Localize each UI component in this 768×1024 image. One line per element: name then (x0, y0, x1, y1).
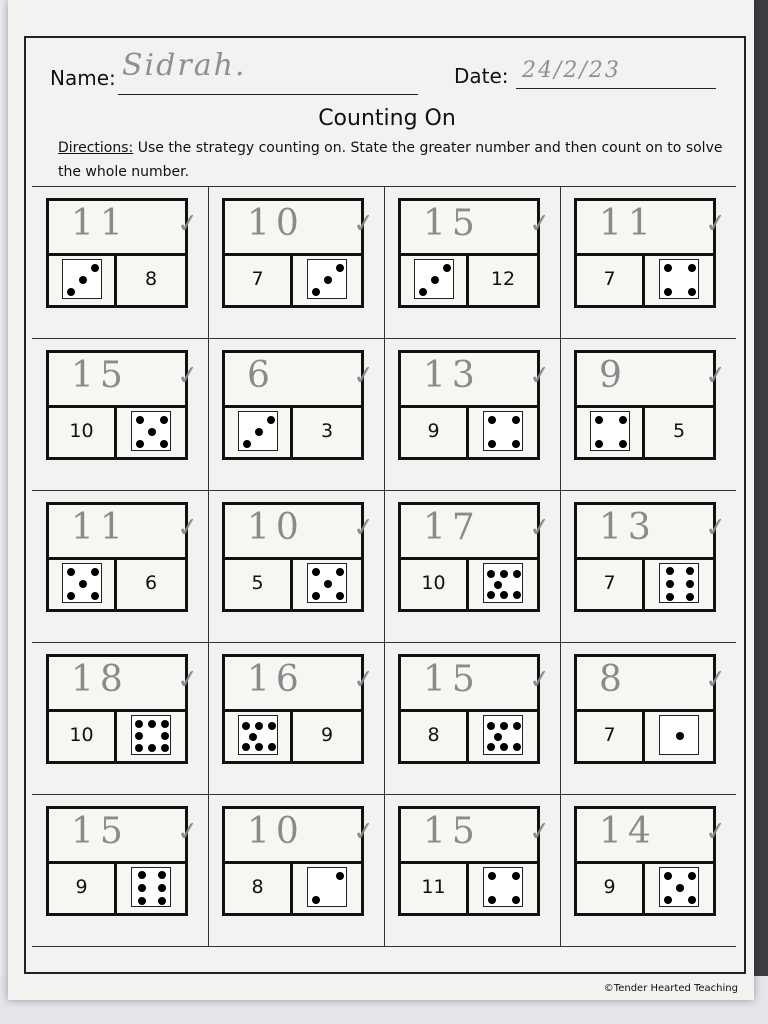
dice-icon (414, 259, 454, 299)
left-part (49, 405, 117, 457)
dice-pip (324, 276, 332, 284)
dice-pip (136, 440, 144, 448)
number-bond-card (398, 350, 553, 460)
grid-row-line (32, 946, 736, 947)
right-part (469, 405, 537, 457)
addend-number: 10 (69, 724, 94, 746)
number-bond-card (222, 350, 377, 460)
dice-pip (487, 591, 495, 599)
number-bond-card (574, 350, 729, 460)
addend-number: 9 (427, 420, 440, 442)
addend-number: 6 (144, 572, 158, 594)
handwritten-answer: 10 (247, 203, 305, 244)
addend-number: 7 (251, 268, 264, 290)
dice-icon (131, 715, 171, 755)
date-label: Date: (454, 64, 509, 88)
problem-cell (208, 338, 384, 490)
handwritten-answer: 6 (247, 355, 276, 396)
dice-pip (513, 722, 521, 730)
dice-pip (243, 440, 251, 448)
dice-pip (79, 580, 87, 588)
dice-pip (148, 428, 156, 436)
directions-text: Use the strategy counting on. State the greater number and then count on to solve the whole number. (58, 140, 723, 180)
check-mark-icon: ✓ (175, 663, 201, 697)
addend-number: 7 (603, 268, 616, 290)
left-part (225, 709, 293, 761)
right-part (645, 709, 713, 761)
handwritten-answer: 9 (599, 355, 628, 396)
right-part (645, 861, 713, 913)
number-bond-card (398, 806, 553, 916)
dice-icon (483, 867, 523, 907)
dice-pip (500, 591, 508, 599)
left-part (577, 405, 645, 457)
problem-cell (32, 794, 208, 946)
check-mark-icon: ✓ (527, 207, 553, 241)
handwritten-answer: 15 (423, 659, 481, 700)
handwritten-answer: 18 (71, 659, 129, 700)
problem-cell (560, 338, 736, 490)
dice-pip (249, 733, 257, 741)
answer-box[interactable] (401, 809, 553, 864)
check-mark-icon: ✓ (527, 815, 553, 849)
handwritten-answer: 13 (423, 355, 481, 396)
dice-pip (91, 592, 99, 600)
left-part (401, 861, 469, 913)
dice-pip (161, 720, 169, 728)
number-bond-card (46, 350, 201, 460)
problem-cell (560, 642, 736, 794)
name-label: Name: (50, 66, 116, 90)
left-part (225, 861, 293, 913)
left-part (49, 557, 117, 609)
problem-cell (32, 642, 208, 794)
dice-pip (676, 884, 684, 892)
dice-pip (595, 416, 603, 424)
dice-pip (513, 570, 521, 578)
addend-number: 9 (603, 876, 616, 898)
right-part (645, 253, 713, 305)
dice-icon (659, 563, 699, 603)
dice-icon (62, 563, 102, 603)
dice-pip (79, 276, 87, 284)
dice-pip (488, 440, 496, 448)
addend-number: 8 (427, 724, 440, 746)
number-bond-card (46, 198, 201, 308)
dice-pip (336, 264, 344, 272)
addend-number: 5 (672, 420, 686, 442)
handwritten-answer: 16 (247, 659, 305, 700)
check-mark-icon: ✓ (351, 207, 377, 241)
dice-pip (91, 264, 99, 272)
dice-pip (512, 896, 520, 904)
check-mark-icon: ✓ (703, 663, 729, 697)
check-mark-icon: ✓ (175, 815, 201, 849)
addend-number: 12 (490, 268, 516, 290)
handwritten-answer: 15 (71, 355, 129, 396)
dice-pip (91, 568, 99, 576)
dice-pip (312, 568, 320, 576)
number-bond-card (574, 654, 729, 764)
dice-pip (595, 440, 603, 448)
dice-pip (312, 288, 320, 296)
dice-pip (512, 440, 520, 448)
dice-pip (138, 871, 146, 879)
dice-pip (268, 722, 276, 730)
right-part (117, 253, 185, 305)
copyright-footer: ©Tender Hearted Teaching (603, 983, 738, 994)
answer-box[interactable] (49, 809, 201, 864)
dice-pip (664, 264, 672, 272)
dice-pip (688, 288, 696, 296)
dice-pip (688, 896, 696, 904)
directions (58, 136, 738, 184)
dice-pip (336, 568, 344, 576)
dice-icon (62, 259, 102, 299)
dice-pip (666, 593, 674, 601)
dice-pip (255, 722, 263, 730)
answer-box[interactable] (401, 505, 553, 560)
problem-cell (208, 642, 384, 794)
problem-cell (384, 642, 560, 794)
addend-number: 9 (75, 876, 88, 898)
answer-box[interactable] (577, 353, 729, 408)
right-part (117, 557, 185, 609)
left-part (577, 253, 645, 305)
check-mark-icon: ✓ (527, 511, 553, 545)
directions-label: Directions: (58, 140, 134, 156)
dice-icon (238, 715, 278, 755)
number-bond-card (574, 198, 729, 308)
name-line (118, 94, 418, 95)
dice-pip (488, 872, 496, 880)
left-part (49, 253, 117, 305)
problem-cell (384, 186, 560, 338)
dice-pip (160, 416, 168, 424)
check-mark-icon: ✓ (703, 815, 729, 849)
number-bond-card (222, 198, 377, 308)
dice-pip (67, 288, 75, 296)
number-bond-card (222, 502, 377, 612)
answer-box[interactable] (401, 353, 553, 408)
problem-cell (32, 490, 208, 642)
left-part (577, 861, 645, 913)
worksheet-title: Counting On (318, 106, 456, 131)
handwritten-answer: 15 (423, 811, 481, 852)
handwritten-answer: 14 (599, 811, 657, 852)
check-mark-icon: ✓ (175, 359, 201, 393)
check-mark-icon: ✓ (527, 359, 553, 393)
right-part (469, 253, 537, 305)
right-part (469, 557, 537, 609)
check-mark-icon: ✓ (175, 207, 201, 241)
dice-icon (131, 867, 171, 907)
addend-number: 8 (251, 876, 264, 898)
dice-pip (158, 871, 166, 879)
dice-pip (67, 568, 75, 576)
left-part (225, 405, 293, 457)
problem-cell (384, 490, 560, 642)
dice-pip (419, 288, 427, 296)
dice-pip (135, 720, 143, 728)
dice-pip (488, 416, 496, 424)
problem-cell (208, 490, 384, 642)
dice-pip (664, 896, 672, 904)
dice-pip (664, 872, 672, 880)
dice-pip (666, 567, 674, 575)
date-line (516, 88, 716, 89)
number-bond-card (398, 654, 553, 764)
addend-number: 7 (603, 724, 616, 746)
left-part (225, 557, 293, 609)
dice-icon (307, 259, 347, 299)
right-part (293, 405, 361, 457)
dice-pip (138, 884, 146, 892)
problem-cell (384, 338, 560, 490)
left-part (49, 861, 117, 913)
number-bond-card (222, 806, 377, 916)
check-mark-icon: ✓ (703, 359, 729, 393)
answer-box[interactable] (401, 201, 553, 256)
answer-box[interactable] (401, 657, 553, 712)
answer-box[interactable] (49, 505, 201, 560)
dice-pip (158, 897, 166, 905)
handwritten-answer: 15 (423, 203, 481, 244)
dice-icon (659, 715, 699, 755)
dice-pip (148, 744, 156, 752)
check-mark-icon: ✓ (351, 663, 377, 697)
dice-pip (688, 264, 696, 272)
handwritten-answer: 10 (247, 507, 305, 548)
dice-pip (500, 722, 508, 730)
right-part (117, 405, 185, 457)
dice-pip (67, 592, 75, 600)
dice-pip (512, 872, 520, 880)
addend-number: 10 (421, 572, 446, 594)
dice-pip (688, 872, 696, 880)
right-part (469, 861, 537, 913)
addend-number: 8 (144, 268, 158, 290)
check-mark-icon: ✓ (703, 207, 729, 241)
handwritten-answer: 11 (599, 203, 657, 244)
dice-pip (494, 733, 502, 741)
dice-pip (686, 580, 694, 588)
dice-icon (483, 563, 523, 603)
number-bond-card (46, 654, 201, 764)
answer-box[interactable] (225, 353, 377, 408)
number-bond-card (574, 806, 729, 916)
dice-pip (500, 743, 508, 751)
number-bond-card (46, 502, 201, 612)
addend-number: 5 (251, 572, 264, 594)
problem-cell (32, 186, 208, 338)
left-part (401, 253, 469, 305)
dice-pip (443, 264, 451, 272)
dice-pip (336, 872, 344, 880)
addend-number: 11 (421, 876, 446, 898)
handwritten-answer: 10 (247, 811, 305, 852)
dice-pip (135, 732, 143, 740)
check-mark-icon: ✓ (351, 359, 377, 393)
check-mark-icon: ✓ (527, 663, 553, 697)
dice-pip (324, 580, 332, 588)
answer-box[interactable] (225, 505, 377, 560)
dice-pip (676, 732, 684, 740)
problem-cell (560, 490, 736, 642)
dice-icon (483, 411, 523, 451)
check-mark-icon: ✓ (175, 511, 201, 545)
dice-pip (160, 440, 168, 448)
left-part (577, 709, 645, 761)
dice-pip (242, 743, 250, 751)
left-part (577, 557, 645, 609)
dice-icon (307, 563, 347, 603)
handwritten-answer: 8 (599, 659, 628, 700)
check-mark-icon: ✓ (703, 511, 729, 545)
dice-pip (312, 592, 320, 600)
dice-pip (255, 743, 263, 751)
dice-pip (267, 416, 275, 424)
handwritten-answer: 13 (599, 507, 657, 548)
dice-icon (590, 411, 630, 451)
dice-pip (666, 580, 674, 588)
dice-icon (659, 259, 699, 299)
problem-cell (384, 794, 560, 946)
right-part (117, 861, 185, 913)
number-bond-card (46, 806, 201, 916)
answer-box[interactable] (225, 809, 377, 864)
problem-cell (32, 338, 208, 490)
number-bond-card (398, 198, 553, 308)
dice-pip (488, 896, 496, 904)
problem-cell (208, 186, 384, 338)
dice-pip (161, 744, 169, 752)
dice-pip (312, 896, 320, 904)
number-bond-card (574, 502, 729, 612)
problem-cell (560, 794, 736, 946)
addend-number: 10 (69, 420, 94, 442)
left-part (225, 253, 293, 305)
date-value: 24/2/23 (522, 58, 621, 83)
dice-pip (619, 440, 627, 448)
right-part (645, 405, 713, 457)
dice-pip (255, 428, 263, 436)
dice-pip (158, 884, 166, 892)
dice-icon (483, 715, 523, 755)
dice-pip (487, 570, 495, 578)
check-mark-icon: ✓ (351, 511, 377, 545)
dice-pip (138, 897, 146, 905)
right-part (293, 709, 361, 761)
dice-pip (148, 720, 156, 728)
answer-box[interactable] (225, 201, 377, 256)
dice-pip (686, 593, 694, 601)
dice-icon (307, 867, 347, 907)
dice-pip (619, 416, 627, 424)
right-part (469, 709, 537, 761)
worksheet-paper (8, 0, 754, 1000)
left-part (49, 709, 117, 761)
answer-box[interactable] (577, 505, 729, 560)
dice-pip (664, 288, 672, 296)
answer-box[interactable] (577, 809, 729, 864)
left-part (401, 709, 469, 761)
dice-pip (268, 743, 276, 751)
answer-box[interactable] (577, 201, 729, 256)
dice-icon (659, 867, 699, 907)
addend-number: 7 (603, 572, 616, 594)
right-part (293, 253, 361, 305)
dice-pip (135, 744, 143, 752)
left-part (401, 557, 469, 609)
student-name: Sidrah. (122, 48, 247, 83)
answer-box[interactable] (49, 201, 201, 256)
dice-pip (161, 732, 169, 740)
addend-number: 3 (320, 420, 334, 442)
dice-pip (513, 743, 521, 751)
handwritten-answer: 15 (71, 811, 129, 852)
addend-number: 9 (320, 724, 334, 746)
dice-pip (686, 567, 694, 575)
check-mark-icon: ✓ (351, 815, 377, 849)
dice-pip (431, 276, 439, 284)
left-part (401, 405, 469, 457)
number-bond-card (222, 654, 377, 764)
dice-pip (487, 743, 495, 751)
right-part (117, 709, 185, 761)
number-bond-card (398, 502, 553, 612)
dice-pip (512, 416, 520, 424)
answer-box[interactable] (49, 353, 201, 408)
answer-box[interactable] (577, 657, 729, 712)
dice-icon (238, 411, 278, 451)
dice-pip (500, 570, 508, 578)
dice-icon (131, 411, 171, 451)
right-part (293, 557, 361, 609)
dice-pip (336, 592, 344, 600)
problem-cell (560, 186, 736, 338)
dice-pip (494, 581, 502, 589)
answer-box[interactable] (49, 657, 201, 712)
answer-box[interactable] (225, 657, 377, 712)
right-part (645, 557, 713, 609)
dice-pip (136, 416, 144, 424)
handwritten-answer: 11 (71, 203, 129, 244)
dice-pip (242, 722, 250, 730)
right-part (293, 861, 361, 913)
handwritten-answer: 11 (71, 507, 129, 548)
problem-cell (208, 794, 384, 946)
worksheet-frame (24, 36, 746, 994)
handwritten-answer: 17 (423, 507, 481, 548)
dice-pip (513, 591, 521, 599)
dice-pip (487, 722, 495, 730)
